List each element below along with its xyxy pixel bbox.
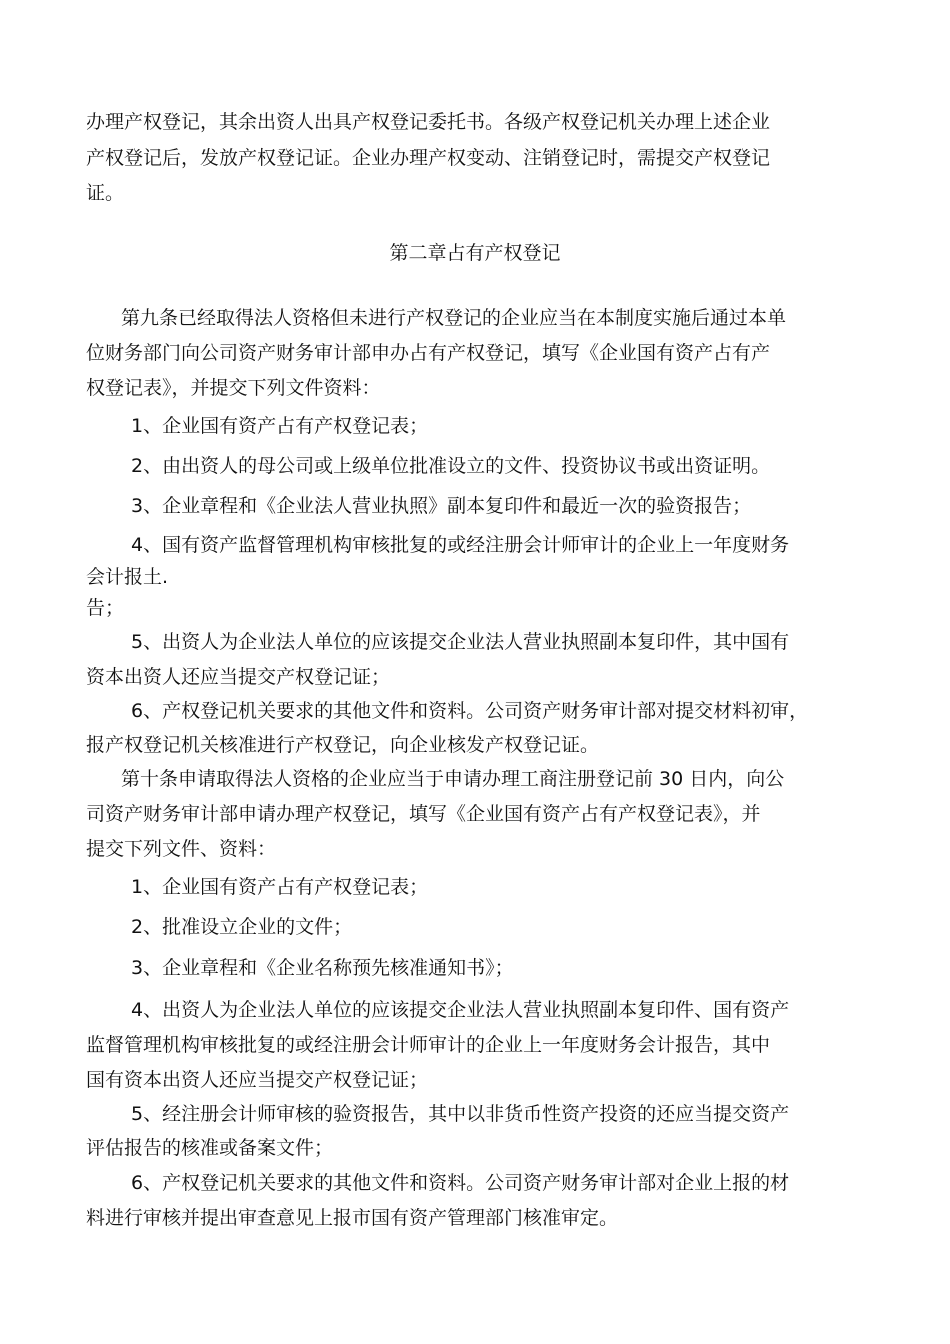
list-item: 6、产权登记机关要求的其他文件和资料。公司资产财务审计部对提交材料初审， — [131, 700, 809, 722]
text-line: 监督管理机构审核批复的或经注册会计师审计的企业上一年度财务会计报告，其中 — [86, 1034, 771, 1056]
text-line: 会计报土. — [86, 566, 169, 588]
text-line: 第十条申请取得法人资格的企业应当于申请办理工商注册登记前 30 日内，向公 — [121, 768, 785, 790]
text-line: 告； — [86, 597, 125, 619]
list-item: 2、批准设立企业的文件； — [131, 916, 353, 938]
list-item: 6、产权登记机关要求的其他文件和资料。公司资产财务审计部对企业上报的材 — [131, 1172, 790, 1194]
text-line: 国有资本出资人还应当提交产权登记证； — [86, 1069, 429, 1091]
list-item: 4、国有资产监督管理机构审核批复的或经注册会计师审计的企业上一年度财务 — [131, 534, 790, 556]
text-line: 提交下列文件、资料： — [86, 838, 277, 860]
text-line: 权登记表》，并提交下列文件资料： — [86, 377, 381, 399]
list-item: 5、经注册会计师审核的验资报告，其中以非货币性资产投资的还应当提交资产 — [131, 1103, 790, 1125]
list-item: 5、出资人为企业法人单位的应该提交企业法人营业执照副本复印件，其中国有 — [131, 631, 790, 653]
text-line: 第九条已经取得法人资格但未进行产权登记的企业应当在本制度实施后通过本单 — [121, 307, 787, 329]
list-item: 1、企业国有资产占有产权登记表； — [131, 415, 429, 437]
list-item: 3、企业章程和《企业法人营业执照》副本复印件和最近一次的验资报告； — [131, 495, 752, 517]
text-line: 证。 — [86, 182, 125, 204]
text-line: 办理产权登记，其余出资人出具产权登记委托书。各级产权登记机关办理上述企业 — [86, 111, 771, 133]
list-item: 3、企业章程和《企业名称预先核准通知书》； — [131, 957, 514, 979]
text-line: 评估报告的核准或备案文件； — [86, 1137, 334, 1159]
text-line: 产权登记后，发放产权登记证。企业办理产权变动、注销登记时，需提交产权登记 — [86, 147, 771, 169]
text-line: 司资产财务审计部申请办理产权登记，填写《企业国有资产占有产权登记表》，并 — [86, 803, 761, 825]
text-line: 料进行审核并提出审查意见上报市国有资产管理部门核准审定。 — [86, 1207, 619, 1229]
list-item: 4、出资人为企业法人单位的应该提交企业法人营业执照副本复印件、国有资产 — [131, 999, 790, 1021]
text-line: 报产权登记机关核准进行产权登记，向企业核发产权登记证。 — [86, 734, 600, 756]
list-item: 2、由出资人的母公司或上级单位批准设立的文件、投资协议书或出资证明。 — [131, 455, 771, 477]
text-line: 位财务部门向公司资产财务审计部申办占有产权登记，填写《企业国有资产占有产 — [86, 342, 771, 364]
list-item: 1、企业国有资产占有产权登记表； — [131, 876, 429, 898]
text-line: 资本出资人还应当提交产权登记证； — [86, 666, 391, 688]
chapter-title: 第二章占有产权登记 — [389, 242, 561, 264]
